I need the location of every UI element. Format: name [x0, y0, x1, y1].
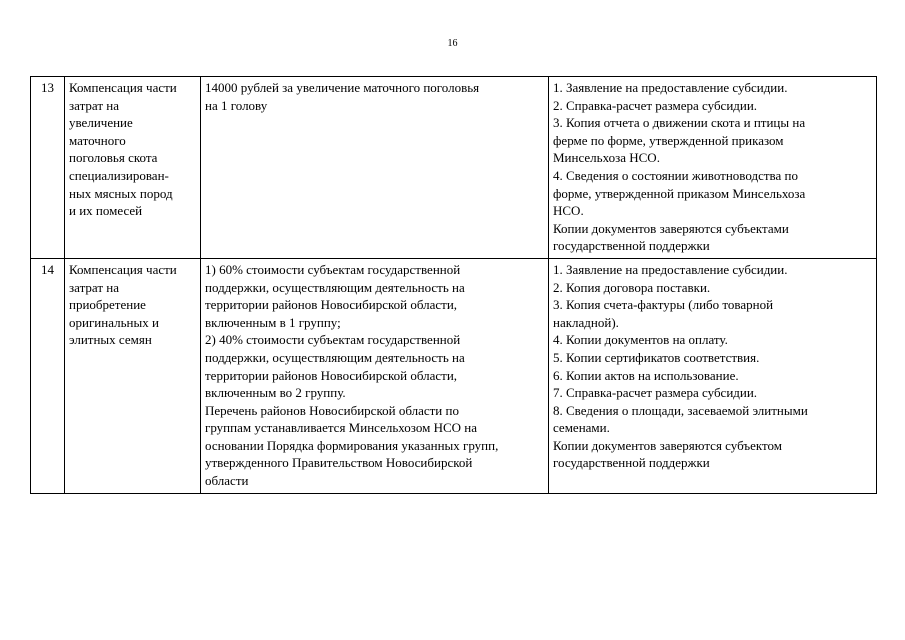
required-documents-line: 5. Копии сертификатов соответствия. [553, 349, 760, 365]
subsidy-name-line: затрат на [69, 279, 120, 295]
table-row [31, 77, 877, 259]
required-documents-line: государственной поддержки [553, 238, 710, 254]
row-number: 14 [31, 258, 65, 493]
subsidy-conditions-line: территории районов Новосибирской области, [205, 297, 458, 313]
subsidy-table [30, 76, 877, 494]
subsidy-name [65, 77, 201, 259]
required-documents-line: НСО. [553, 203, 584, 219]
required-documents-line: 1. Заявление на предоставление субсидии. [553, 80, 788, 95]
required-documents-line: семенами. [553, 420, 610, 436]
required-documents-line: 2. Копия договора поставки. [553, 279, 711, 295]
table-row [31, 258, 877, 493]
subsidy-name-line: специализирован- [69, 167, 169, 183]
required-documents-line: 3. Копия отчета о движении скота и птицы на [553, 115, 806, 131]
subsidy-name-line: маточного [69, 132, 126, 148]
subsidy-conditions-line: поддержки, осуществляющим деятельность на [205, 279, 465, 295]
subsidy-table-body [31, 77, 877, 494]
subsidy-name-line: Компенсация части [69, 261, 177, 277]
subsidy-conditions-line: на 1 голову [205, 97, 268, 113]
required-documents-line: 4. Копии документов на оплату. [553, 332, 728, 348]
subsidy-conditions-line: включенным в 1 группу; [205, 314, 341, 330]
required-documents-line: Копии документов заверяются субъектом [553, 437, 783, 453]
subsidy-conditions-line: 2) 40% стоимости субъектам государственной [205, 332, 461, 348]
subsidy-conditions [201, 77, 549, 259]
subsidy-name-line: ных мясных пород [69, 185, 173, 201]
required-documents-line: Минсельхоза НСО. [553, 150, 660, 166]
subsidy-conditions-line: основании Порядка формирования указанных групп, [205, 437, 499, 453]
subsidy-conditions-line: области [205, 473, 249, 489]
required-documents-line: Копии документов заверяются субъектами [553, 220, 789, 236]
subsidy-conditions-line: группам устанавливается Минсельхозом НСО на [205, 420, 477, 436]
subsidy-conditions [201, 258, 549, 493]
page-number: 16 [447, 38, 458, 49]
subsidy-conditions-line: поддержки, осуществляющим деятельность на [205, 349, 465, 365]
required-documents-line: 2. Справка-расчет размера субсидии. [553, 97, 758, 113]
subsidy-conditions-line: включенным во 2 группу. [205, 385, 346, 401]
subsidy-name-line: приобретение [69, 297, 146, 313]
subsidy-conditions-line: Перечень районов Новосибирской области по [205, 402, 459, 418]
subsidy-name-line: элитных семян [69, 332, 152, 348]
subsidy-name-line: оригинальных и [69, 314, 159, 330]
required-documents-line: 4. Сведения о состоянии животноводства по [553, 167, 798, 183]
subsidy-conditions-line: 1) 60% стоимости субъектам государственной [205, 261, 461, 277]
subsidy-conditions-line: территории районов Новосибирской области, [205, 367, 458, 383]
row-number: 13 [31, 77, 65, 259]
required-documents-line: 7. Справка-расчет размера субсидии. [553, 385, 758, 401]
subsidy-name-line: затрат на [69, 97, 120, 113]
required-documents [549, 77, 877, 259]
subsidy-name [65, 258, 201, 493]
required-documents-line: накладной). [553, 314, 619, 330]
subsidy-name-line: поголовья скота [69, 150, 158, 166]
required-documents-line: ферме по форме, утвержденной приказом [553, 132, 784, 148]
required-documents-line: 1. Заявление на предоставление субсидии. [553, 261, 788, 277]
required-documents-line: форме, утвержденной приказом Минсельхоза [553, 185, 806, 201]
subsidy-conditions-line: утвержденного Правительством Новосибирской [205, 455, 473, 471]
required-documents-line: государственной поддержки [553, 455, 710, 471]
subsidy-name-line: и их помесей [69, 203, 143, 219]
subsidy-name-line: Компенсация части [69, 80, 177, 95]
required-documents-line: 6. Копии актов на использование. [553, 367, 739, 383]
required-documents-line: 8. Сведения о площади, засеваемой элитными [553, 402, 808, 418]
required-documents [549, 258, 877, 493]
subsidy-conditions-line: 14000 рублей за увеличение маточного поголовья [205, 80, 480, 95]
required-documents-line: 3. Копия счета-фактуры (либо товарной [553, 297, 774, 313]
subsidy-name-line: увеличение [69, 115, 133, 131]
